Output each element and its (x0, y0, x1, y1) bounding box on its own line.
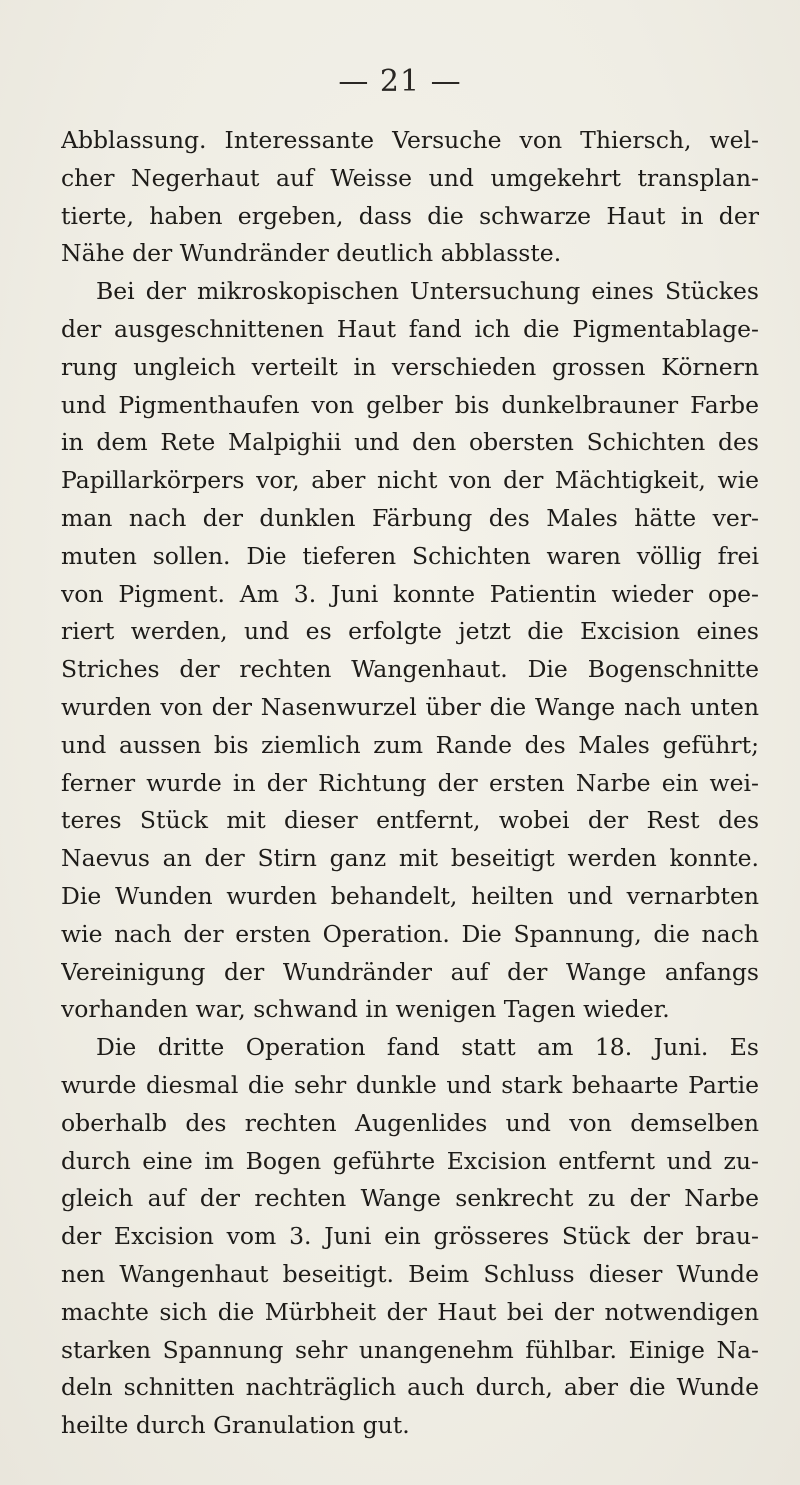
body-text (61, 122, 759, 1445)
text-line: vorhanden war, schwand in wenigen Tagen wieder. (61, 995, 670, 1024)
text-line: Nähe der Wundränder deutlich abblasste. (61, 239, 562, 268)
text-line: Abblassung. Interessante Versuche von Thiersch, wel- (61, 126, 759, 154)
text-line: wurde diesmal die sehr dunkle und stark behaarte Partie (61, 1070, 759, 1099)
text-line: oberhalb des rechten Augenlides und von demselben (61, 1108, 759, 1137)
text-line: von Pigment. Am 3. Juni konnte Patientin wieder ope- (61, 579, 759, 608)
text-line: rung ungleich verteilt in verschieden grossen Körnern (61, 352, 759, 381)
text-line: muten sollen. Die tieferen Schichten waren völlig frei (61, 541, 759, 570)
text-line: gleich auf der rechten Wange senkrecht zu der Narbe (61, 1184, 759, 1213)
text-line: Vereinigung der Wundränder auf der Wange anfangs (61, 957, 759, 986)
text-line: cher Negerhaut auf Weisse und umgekehrt transplan- (61, 163, 759, 192)
text-line: Die dritte Operation fand statt am 18. Juni. Es (96, 1033, 759, 1062)
text-line: und Pigmenthaufen von gelber bis dunkelbrauner Farbe (61, 390, 759, 419)
text-line: man nach der dunklen Färbung des Males hätte ver- (61, 503, 759, 532)
text-line: Die Wunden wurden behandelt, heilten und vernarbten (61, 881, 759, 910)
page-number: — 21 — (338, 64, 462, 99)
text-line: und aussen bis ziemlich zum Rande des Males geführt; (61, 730, 759, 759)
text-line: tierte, haben ergeben, dass die schwarze Haut in der (61, 201, 759, 230)
text-line: Striches der rechten Wangenhaut. Die Bogenschnitte (61, 655, 759, 684)
text-line: durch eine im Bogen geführte Excision entfernt und zu- (61, 1146, 759, 1175)
text-line: Naevus an der Stirn ganz mit beseitigt werden konnte. (61, 844, 759, 873)
text-line: in dem Rete Malpighii und den obersten Schichten des (61, 428, 759, 457)
text-line: der ausgeschnittenen Haut fand ich die Pigmentablage- (61, 314, 759, 343)
text-line: ferner wurde in der Richtung der ersten Narbe ein wei- (61, 768, 759, 797)
text-line: deln schnitten nachträglich auch durch, aber die Wunde (61, 1373, 759, 1402)
text-line: machte sich die Mürbheit der Haut bei der notwendigen (61, 1297, 759, 1326)
text-line: wurden von der Nasenwurzel über die Wange nach unten (61, 692, 759, 721)
text-line: nen Wangenhaut beseitigt. Beim Schluss dieser Wunde (61, 1259, 759, 1288)
text-line: heilte durch Granulation gut. (61, 1411, 410, 1440)
text-line: wie nach der ersten Operation. Die Spannung, die nach (61, 919, 759, 948)
text-line: starken Spannung sehr unangenehm fühlbar. Einige Na- (61, 1335, 759, 1364)
text-line: riert werden, und es erfolgte jetzt die Excision eines (61, 617, 759, 646)
text-line: Bei der mikroskopischen Untersuchung eines Stückes (96, 277, 759, 306)
text-line: Papillarkörpers vor, aber nicht von der Mächtigkeit, wie (61, 466, 759, 495)
text-line: teres Stück mit dieser entfernt, wobei der Rest des (61, 806, 759, 835)
text-line: der Excision vom 3. Juni ein grösseres Stück der brau- (61, 1222, 759, 1251)
